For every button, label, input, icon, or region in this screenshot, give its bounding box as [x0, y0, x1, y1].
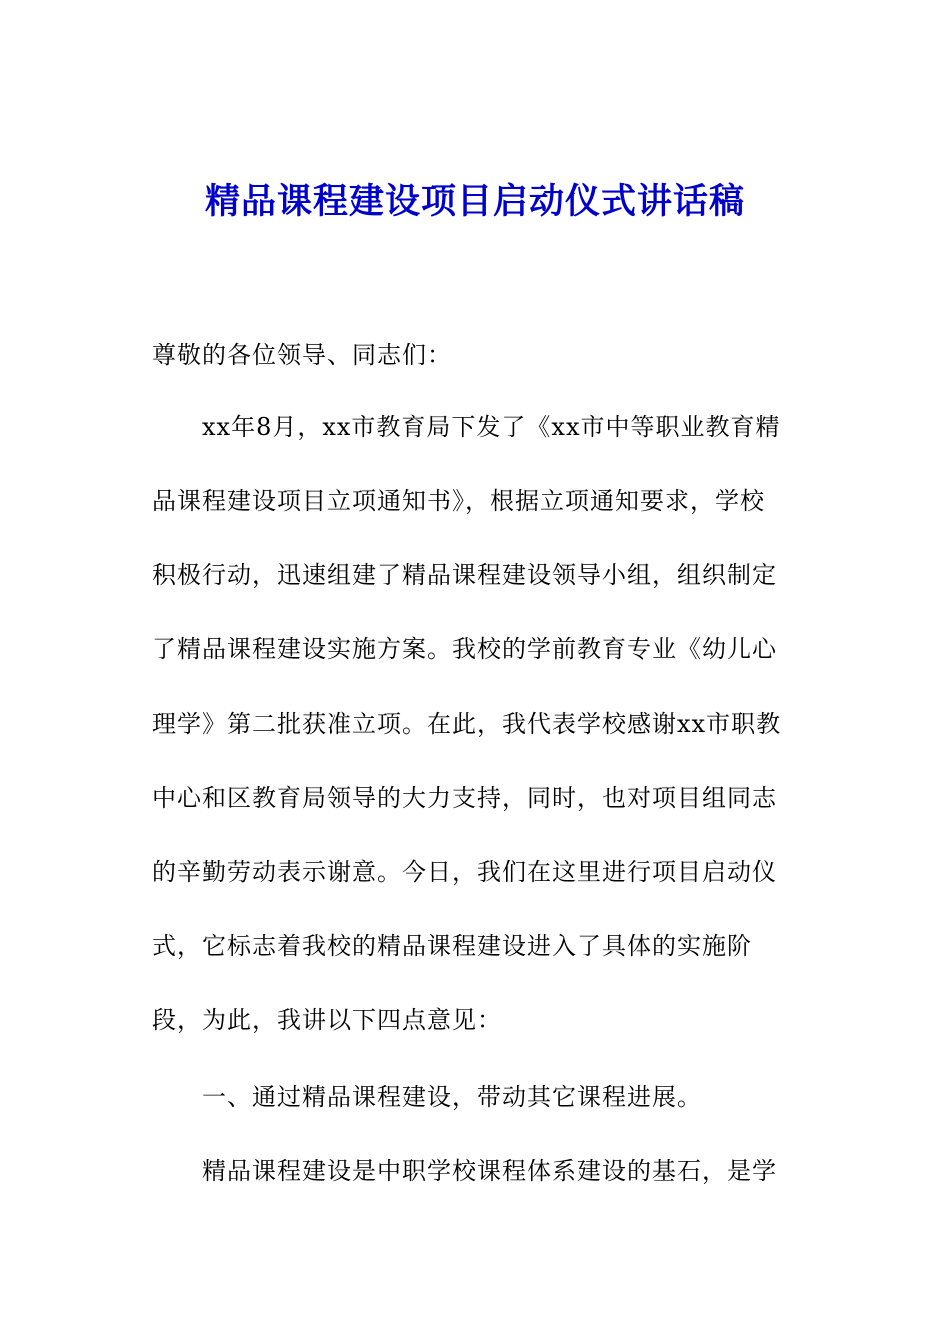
paragraph-line: 的辛勤劳动表示谢意。今日，我们在这里进行项目启动仪	[152, 858, 777, 886]
paragraph-line: 积极行动，迅速组建了精品课程建设领导小组，组织制定	[152, 561, 777, 589]
paragraph-line: 段，为此，我讲以下四点意见：	[152, 1006, 502, 1034]
paragraph-line: 式，它标志着我校的精品课程建设进入了具体的实施阶	[152, 932, 752, 960]
paragraph-line: 品课程建设项目立项通知书》，根据立项通知要求，学校	[152, 487, 765, 515]
paragraph-line: 中心和区教育局领导的大力支持，同时，也对项目组同志	[152, 784, 777, 812]
paragraph-line: 精品课程建设是中职学校课程体系建设的基石，是学	[202, 1157, 777, 1185]
paragraph-line: 理学》第二批获准立项。在此，我代表学校感谢xx市职教	[152, 710, 782, 738]
section-heading-line: 一、通过精品课程建设，带动其它课程进展。	[202, 1083, 702, 1111]
paragraph-line: xx年8月，xx市教育局下发了《xx市中等职业教育精	[202, 413, 781, 441]
document-title: 精品课程建设项目启动仪式讲话稿	[204, 181, 745, 222]
paragraph-line: 了精品课程建设实施方案。我校的学前教育专业《幼儿心	[152, 635, 777, 663]
salutation-line: 尊敬的各位领导、同志们：	[152, 341, 452, 369]
